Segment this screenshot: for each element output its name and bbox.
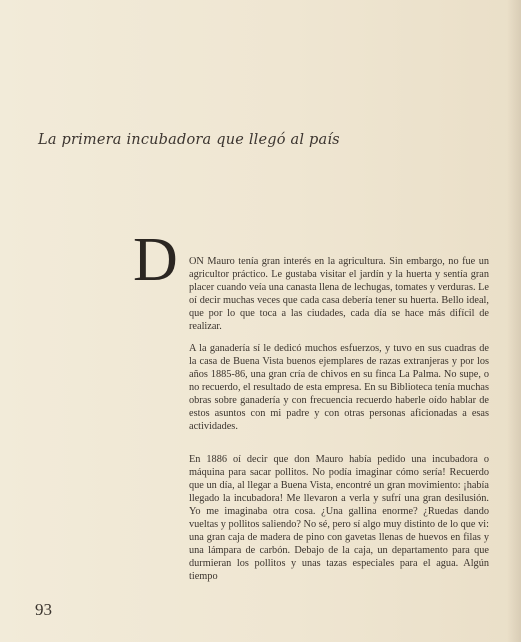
paragraph-1: ON Mauro tenía gran interés en la agricultura. Sin embargo, no fue un agricultor práctico. Le gustaba visitar el jardín y la huerta y sentía gran placer cuando veía una canasta llena de lechugas, tomates y verduras. Le oí decir muchas veces que cada casa debería tener su huerta. Bello ideal, que por lo que toca a las ciudades, cada día se hace más difícil de realizar. (189, 256, 489, 332)
paragraph-2: A la ganadería sí le dedicó muchos esfuerzos, y tuvo en sus cuadras de la casa de Buena Vista buenos ejemplares de razas extranjeras y por los años 1885-86, una gran cría de chivos en su finca La Palma. No supe, o no recuerdo, el resultado de esta empresa. En su Biblioteca tenía muchas obras sobre ganadería y con frecuencia recuerdo haberle oído hablar de estos asuntos con mi padre y con otras personas aficionadas a esas actividades. (189, 343, 489, 432)
paragraph-3: En 1886 oí decir que don Mauro había pedido una incubadora o máquina para sacar pollitos. No podía imaginar cómo sería! Recuerdo que un día, al llegar a Buena Vista, encontré un gran movimiento: ¡había llegado la incubadora! Me llevaron a verla y sufrí una gran desilusión. Yo me imaginaba otra cosa. ¿Una gallina enorme? ¿Ruedas dando vueltas y pollitos saliendo? No sé, pero sí algo muy distinto de lo que vi: una gran caja de madera de pino con gavetas llenas de huevos en filas y una lámpara de carbón. Debajo de la caja, un departamento para que durmieran los pollitos y unas tazas especiales para el agua. Algún tiempo (189, 454, 489, 582)
drop-cap: D (133, 226, 178, 294)
chapter-title: La primera incubadora que llegó al país (38, 132, 340, 148)
bleed-through-text (185, 40, 485, 290)
page-edge-shadow (507, 0, 521, 642)
page-number: 93 (35, 600, 52, 619)
